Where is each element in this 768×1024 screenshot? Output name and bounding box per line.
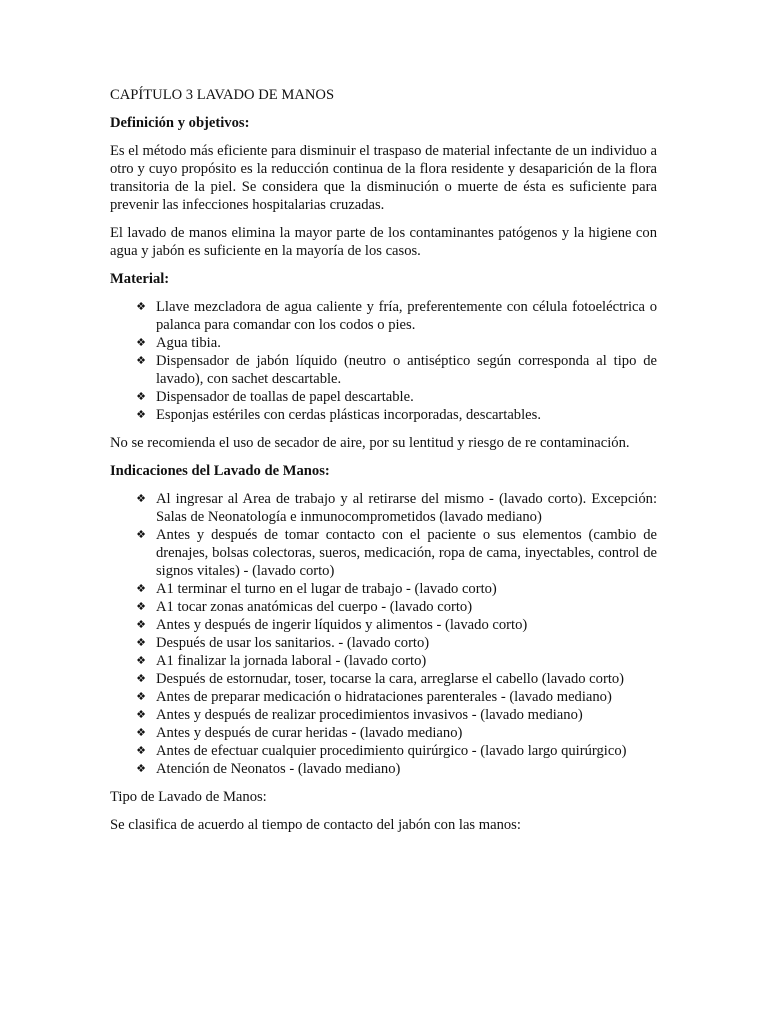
diamond-bullet-icon: ❖ xyxy=(136,336,146,349)
types-paragraph: Se clasifica de acuerdo al tiempo de contacto del jabón con las manos: xyxy=(110,817,521,833)
diamond-bullet-icon: ❖ xyxy=(136,672,146,685)
diamond-bullet-icon: ❖ xyxy=(136,390,146,403)
list-item-text: A1 finalizar la jornada laboral - (lavado corto) xyxy=(156,653,427,669)
list-item-text: Después de usar los sanitarios. - (lavado corto) xyxy=(156,635,430,651)
definition-paragraph: Es el método más eficiente para disminuir el traspaso de material infectante de un individuo a otro y cuyo propósito es la reducción continua de la flora residente y desaparición de la flora transitoria de la piel. Se considera que la disminución o muerte de ésta es suficiente para prevenir las infecciones hospitalarias cruzadas. xyxy=(110,143,657,213)
diamond-bullet-icon: ❖ xyxy=(136,708,146,721)
material-list xyxy=(110,298,657,424)
diamond-bullet-icon: ❖ xyxy=(136,408,146,421)
list-item xyxy=(136,634,657,652)
list-item-text: Antes de efectuar cualquier procedimiento quirúrgico - (lavado largo quirúrgico) xyxy=(156,743,627,759)
diamond-bullet-icon: ❖ xyxy=(136,636,146,649)
indications-list xyxy=(110,490,657,778)
list-item xyxy=(136,616,657,634)
list-item-text: Después de estornudar, toser, tocarse la cara, arreglarse el cabello (lavado corto) xyxy=(156,671,625,687)
list-item xyxy=(136,298,657,334)
diamond-bullet-icon: ❖ xyxy=(136,582,146,595)
list-item xyxy=(136,742,657,760)
diamond-bullet-icon: ❖ xyxy=(136,300,146,313)
indications-heading: Indicaciones del Lavado de Manos: xyxy=(110,463,330,479)
types-heading: Tipo de Lavado de Manos: xyxy=(110,789,267,805)
list-item-text: Antes y después de realizar procedimientos invasivos - (lavado mediano) xyxy=(156,707,583,723)
document-content xyxy=(110,86,657,844)
list-item xyxy=(136,352,657,388)
diamond-bullet-icon: ❖ xyxy=(136,654,146,667)
list-item xyxy=(136,598,657,616)
list-item xyxy=(136,490,657,526)
list-item-text: Esponjas estériles con cerdas plásticas incorporadas, descartables. xyxy=(156,407,541,423)
diamond-bullet-icon: ❖ xyxy=(136,762,146,775)
material-note: No se recomienda el uso de secador de aire, por su lentitud y riesgo de re contaminación. xyxy=(110,435,630,451)
list-item xyxy=(136,724,657,742)
list-item xyxy=(136,652,657,670)
diamond-bullet-icon: ❖ xyxy=(136,354,146,367)
diamond-bullet-icon: ❖ xyxy=(136,744,146,757)
material-heading: Material: xyxy=(110,271,170,287)
list-item xyxy=(136,670,657,688)
list-item xyxy=(136,526,657,580)
diamond-bullet-icon: ❖ xyxy=(136,618,146,631)
list-item-text: A1 terminar el turno en el lugar de trabajo - (lavado corto) xyxy=(156,581,497,597)
diamond-bullet-icon: ❖ xyxy=(136,726,146,739)
list-item-text: Al ingresar al Area de trabajo y al retirarse del mismo - (lavado corto). Excepción: Salas de Neonatología e inmunocomprometidos (lavado mediano) xyxy=(156,491,657,525)
list-item-text: Antes y después de curar heridas - (lavado mediano) xyxy=(156,725,463,741)
list-item-text: Agua tibia. xyxy=(156,335,221,351)
list-item-text: Antes de preparar medicación o hidrataciones parenterales - (lavado mediano) xyxy=(156,689,612,705)
list-item xyxy=(136,580,657,598)
list-item-text: Antes y después de tomar contacto con el paciente o sus elementos (cambio de drenajes, bolsas colectoras, sueros, medicación, ropa de cama, inyectables, control de signos vitales) - (lavado corto) xyxy=(156,527,657,579)
list-item xyxy=(136,688,657,706)
elimination-paragraph: El lavado de manos elimina la mayor parte de los contaminantes patógenos y la higiene con agua y jabón es suficiente en la mayoría de los casos. xyxy=(110,225,657,259)
diamond-bullet-icon: ❖ xyxy=(136,492,146,505)
diamond-bullet-icon: ❖ xyxy=(136,600,146,613)
list-item-text: Dispensador de toallas de papel descartable. xyxy=(156,389,414,405)
diamond-bullet-icon: ❖ xyxy=(136,690,146,703)
definition-heading: Definición y objetivos: xyxy=(110,115,250,131)
list-item xyxy=(136,706,657,724)
list-item-text: Antes y después de ingerir líquidos y alimentos - (lavado corto) xyxy=(156,617,528,633)
list-item xyxy=(136,760,657,778)
list-item xyxy=(136,388,657,406)
chapter-title: CAPÍTULO 3 LAVADO DE MANOS xyxy=(110,87,335,103)
list-item xyxy=(136,406,657,424)
diamond-bullet-icon: ❖ xyxy=(136,528,146,541)
list-item xyxy=(136,334,657,352)
list-item-text: Atención de Neonatos - (lavado mediano) xyxy=(156,761,401,777)
list-item-text: A1 tocar zonas anatómicas del cuerpo - (lavado corto) xyxy=(156,599,473,615)
list-item-text: Llave mezcladora de agua caliente y fría, preferentemente con célula fotoeléctrica o palanca para comandar con los codos o pies. xyxy=(156,299,657,333)
list-item-text: Dispensador de jabón líquido (neutro o antiséptico según corresponda al tipo de lavado), con sachet descartable. xyxy=(156,353,657,387)
